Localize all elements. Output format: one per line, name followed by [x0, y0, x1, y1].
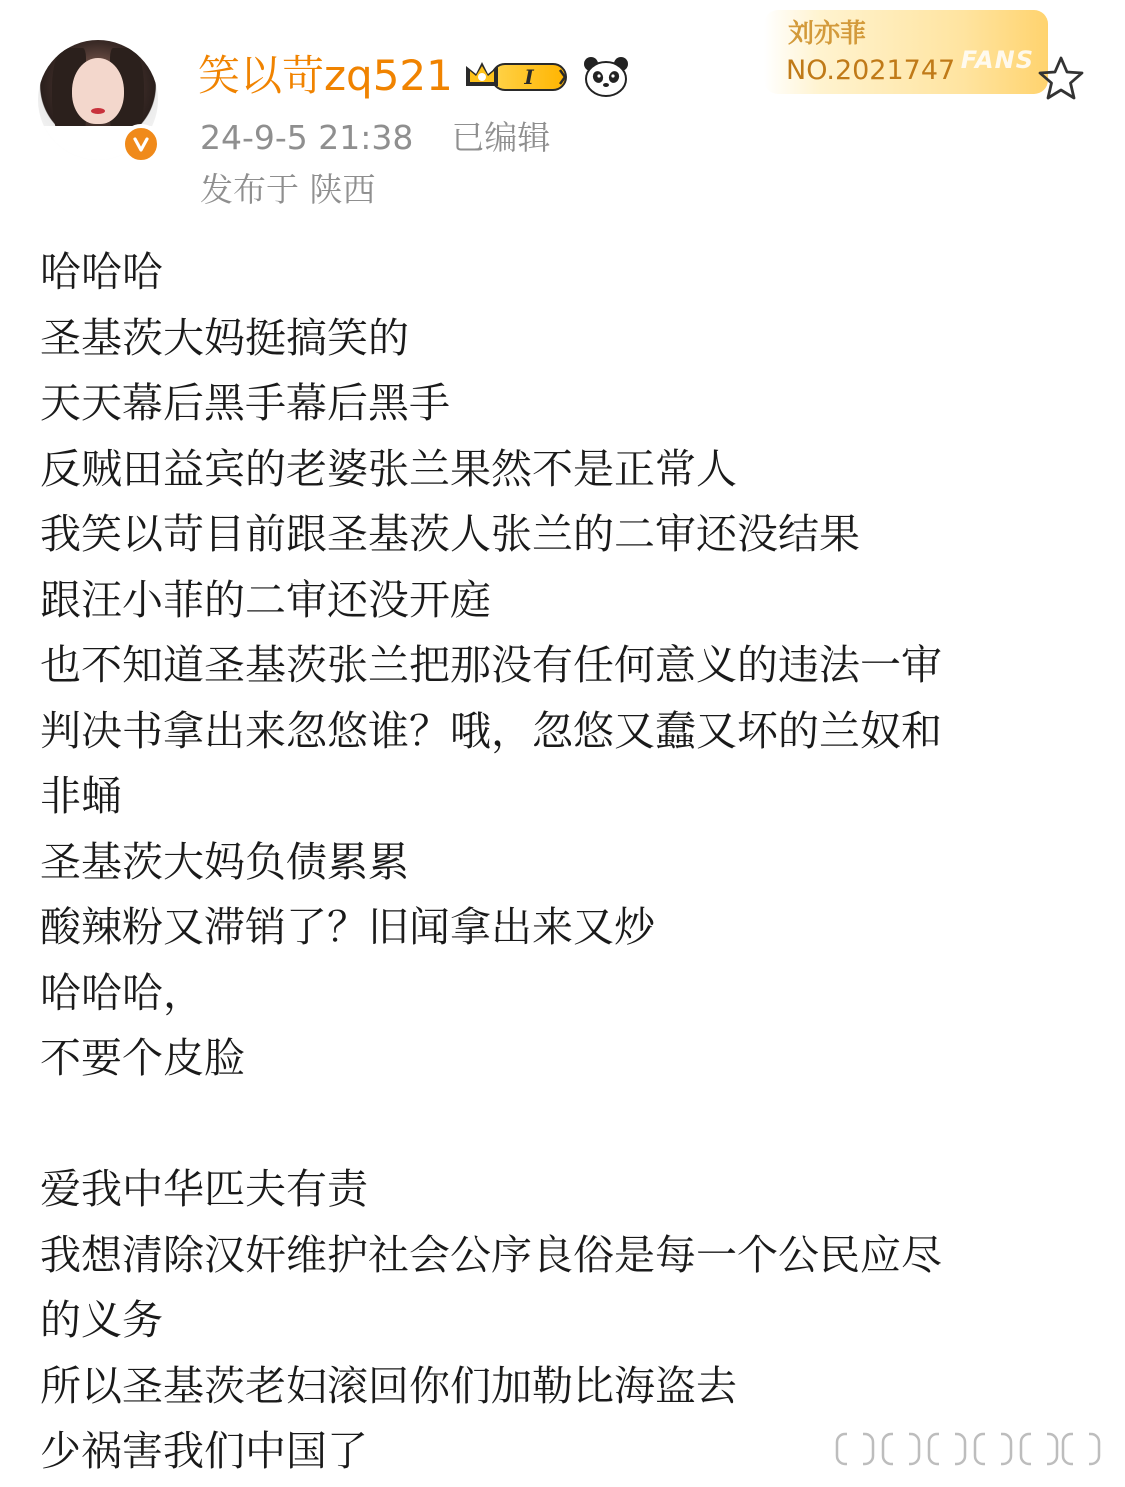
edited-label[interactable]: 已编辑: [451, 118, 551, 157]
post-timestamp: 24-9-5 21:38: [200, 118, 414, 157]
content-line: 哈哈哈，: [40, 968, 204, 1017]
fans-card[interactable]: [764, 10, 1048, 94]
content-line: 爱我中华匹夫有责: [40, 1165, 368, 1213]
star-icon[interactable]: [1036, 54, 1086, 104]
content-blank-line: [40, 1092, 1080, 1158]
post-meta: [200, 118, 550, 158]
content-line: 我笑以苛目前跟圣基茨人张兰的二审还没结果: [40, 510, 860, 558]
content-line: 也不知道圣基茨张兰把那没有任何意义的违法一审: [40, 641, 942, 689]
content-line: 不要个皮脸: [40, 1034, 245, 1082]
username[interactable]: 笑以苛zq521: [198, 51, 453, 100]
content-line: 跟汪小菲的二审还没开庭: [40, 575, 491, 624]
content-line: 天天幕后黑手幕后黑手: [40, 379, 450, 427]
content-line: 哈哈哈: [40, 248, 163, 296]
content-line: 圣基茨大妈挺搞笑的: [40, 313, 409, 362]
level-badge-text: I: [524, 65, 534, 89]
crown-icon: [462, 56, 574, 96]
content-line: 少祸害我们中国了: [40, 1427, 368, 1475]
post-location: 发布于 陕西: [200, 170, 376, 209]
content-line: 反贼田益宾的老婆张兰果然不是正常人: [40, 444, 737, 493]
post-header: [0, 0, 1125, 230]
content-line: 判决书拿出来忽悠谁？哦，忽悠又蠢又坏的兰奴和: [40, 706, 942, 755]
content-line: 我想清除汉奸维护社会公序良俗是每一个公民应尽: [40, 1230, 942, 1279]
content-line: 所以圣基茨老妇滚回你们加勒比海盗去: [40, 1361, 737, 1410]
fans-card-number: NO.2021747: [786, 55, 956, 86]
verified-icon: [121, 124, 161, 164]
content-line: 圣基茨大妈负债累累: [40, 837, 409, 886]
scroll-indicator: [833, 1424, 1103, 1474]
content-line: 的义务: [40, 1296, 163, 1344]
panda-icon: [582, 54, 630, 98]
content-line: 非蛹: [40, 772, 122, 820]
content-line: 酸辣粉又滞销了？旧闻拿出来又炒: [40, 903, 655, 951]
fans-card-mark: FANS: [960, 46, 1034, 74]
post-content: [40, 240, 1080, 1485]
fans-card-name: 刘亦菲: [788, 19, 867, 49]
